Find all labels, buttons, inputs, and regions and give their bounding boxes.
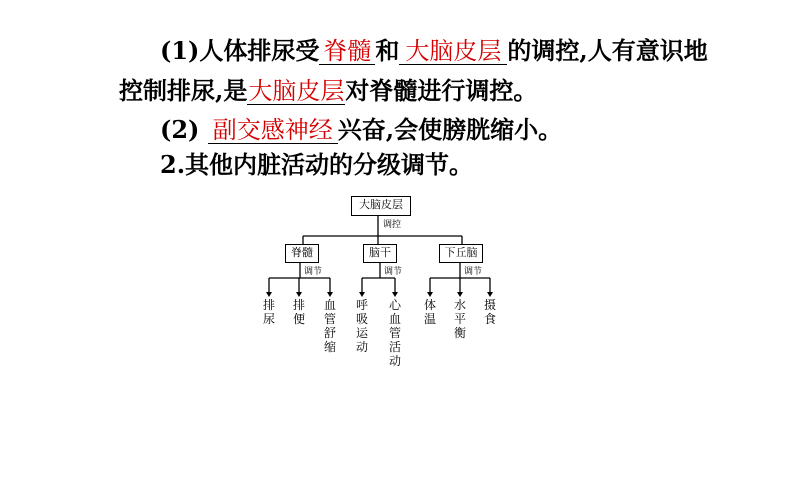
p2-prefix: (2)	[160, 115, 200, 144]
p1-mid: 和	[375, 36, 400, 65]
p1-line2-prefix: 控制排尿,是	[119, 76, 248, 105]
leaf-vasomotion: 血管舒缩	[323, 298, 336, 354]
branch3-edge-label: 调节	[464, 267, 483, 277]
leaf-feeding: 摄食	[483, 298, 496, 326]
section-heading: 2.其他内脏活动的分级调节。	[160, 150, 474, 179]
root-edge-label: 调控	[383, 220, 402, 230]
leaf-respiration: 呼吸运动	[355, 298, 368, 354]
leaf-urination: 排尿	[262, 298, 275, 326]
p1-line2-suffix: 对脊髓进行调控。	[345, 76, 538, 105]
leaf-body-temperature: 体温	[423, 298, 436, 326]
p1-suffix: 的调控,人有意识地	[507, 36, 708, 65]
diagram-root-node: 大脑皮层	[351, 196, 411, 216]
diagram-node-spinal-cord: 脊髓	[285, 244, 319, 263]
answer-blank-4: 副交感神经	[208, 117, 338, 144]
diagram-node-hypothalamus: 下丘脑	[439, 244, 483, 263]
p1-prefix: (1)人体排尿受	[160, 36, 320, 65]
branch1-edge-label: 调节	[304, 267, 323, 277]
leaf-cardiovascular: 心血管活动	[388, 298, 401, 368]
leaf-water-balance: 水平衡	[453, 298, 466, 340]
answer-blank-2: 大脑皮层	[399, 38, 507, 65]
branch2-edge-label: 调节	[384, 267, 403, 277]
answer-blank-3: 大脑皮层	[248, 77, 345, 105]
answer-blank-1: 脊髓	[319, 38, 375, 65]
p2-suffix: 兴奋,会使膀胱缩小。	[337, 115, 563, 144]
diagram-node-brainstem: 脑干	[363, 244, 397, 263]
leaf-defecation: 排便	[292, 298, 305, 326]
